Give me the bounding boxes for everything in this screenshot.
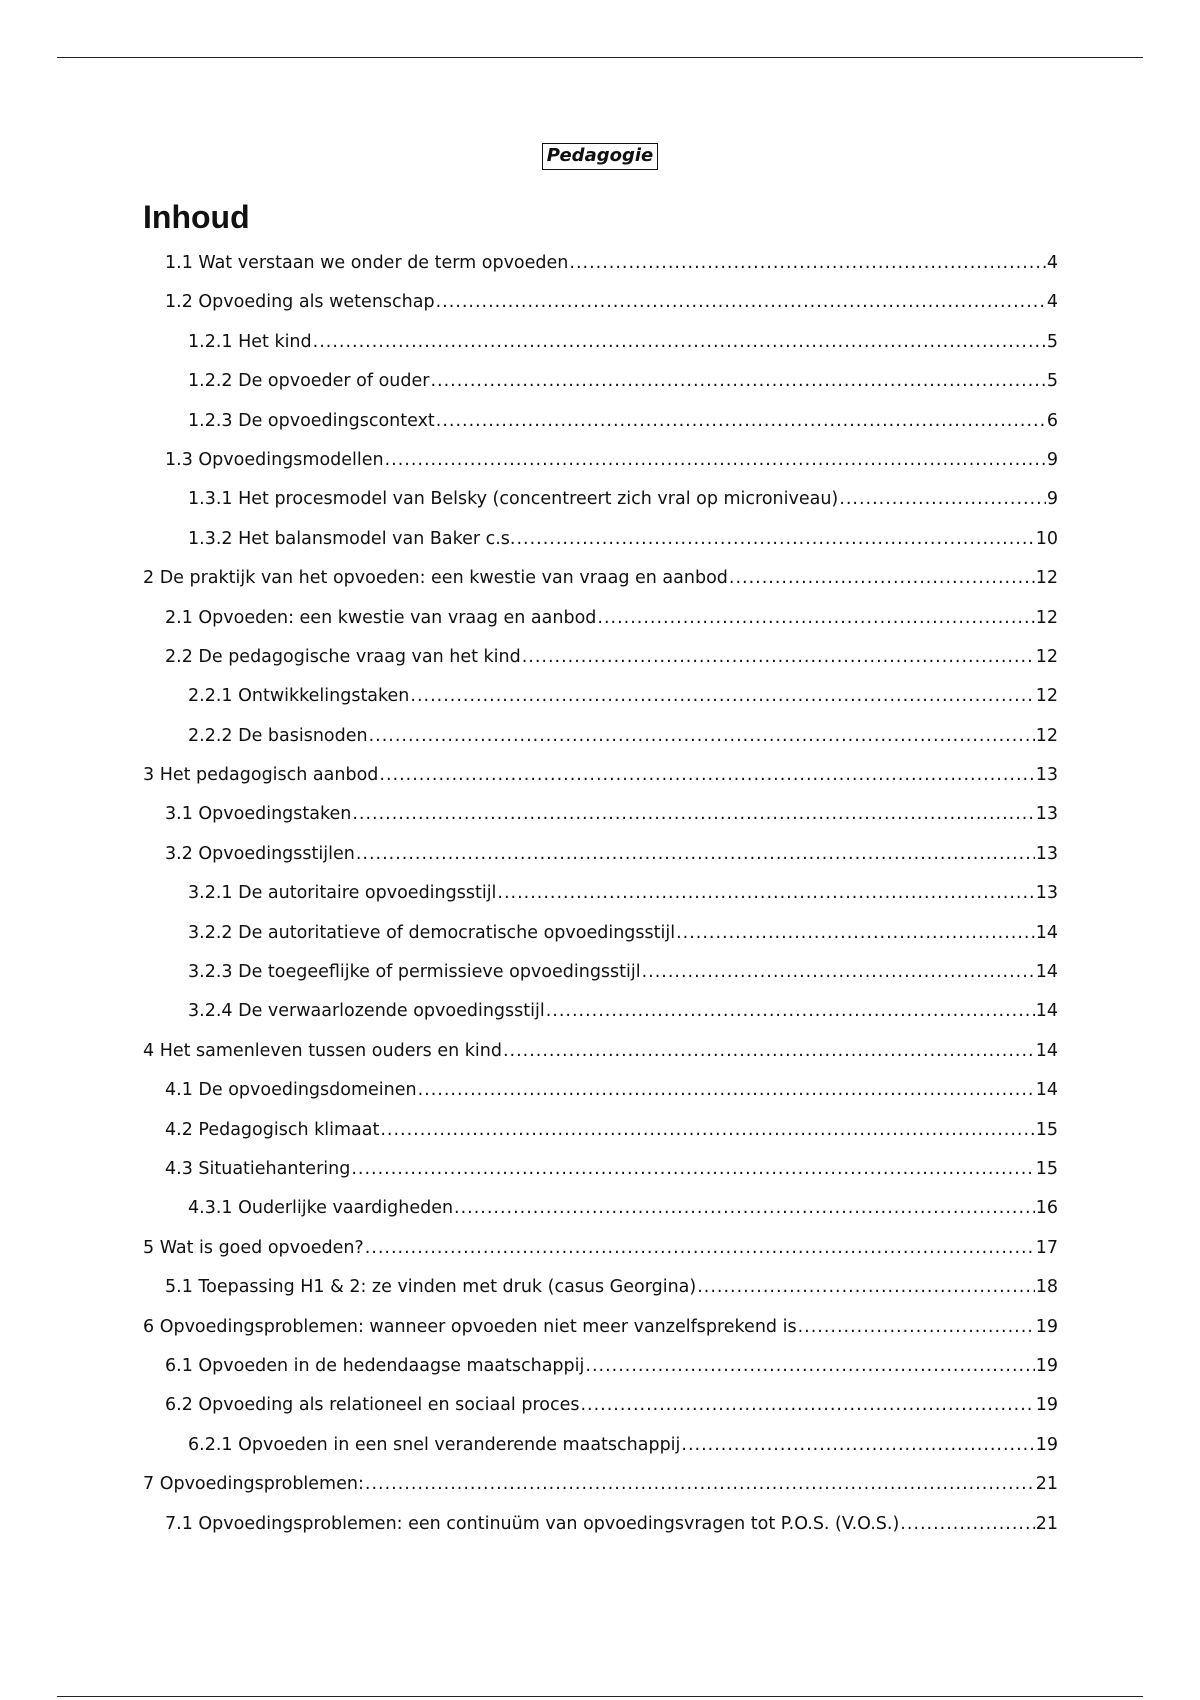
toc-entry-page-number: 13 [1035, 765, 1058, 786]
toc-entry[interactable] [143, 402, 1058, 441]
toc-entry[interactable] [143, 1032, 1058, 1071]
toc-dot-leader [676, 914, 1035, 953]
toc-entry-title: 3.2.2 De autoritatieve of democratische opvoedingsstijl [188, 922, 676, 943]
toc-dot-leader [410, 677, 1034, 716]
toc-entry-page-number: 12 [1035, 607, 1058, 628]
toc-dot-leader [569, 244, 1045, 283]
toc-heading: Inhoud [143, 199, 250, 235]
toc-entry-page-number: 17 [1035, 1237, 1058, 1258]
toc-dot-leader [585, 1347, 1034, 1386]
toc-entry[interactable] [143, 362, 1058, 401]
toc-dot-leader [580, 1386, 1034, 1425]
footer-rule [57, 1696, 1143, 1697]
toc-entry-title: 6.2.1 Opvoeden in een snel veranderende maatschappij [188, 1434, 681, 1455]
toc-entry-page-number: 4 [1046, 292, 1058, 313]
toc-entry-page-number: 6 [1046, 410, 1058, 431]
toc-entry-title: 2.1 Opvoeden: een kwestie van vraag en aanbod [165, 607, 597, 628]
toc-entry[interactable] [143, 756, 1058, 795]
document-title: Pedagogie [542, 143, 658, 170]
toc-entry[interactable] [143, 1189, 1058, 1228]
toc-dot-leader [436, 402, 1046, 441]
toc-entry-title: 1.1 Wat verstaan we onder de term opvoeden [165, 253, 569, 273]
toc-dot-leader [430, 362, 1045, 401]
toc-entry-page-number: 5 [1046, 331, 1058, 352]
toc-entry[interactable] [143, 914, 1058, 953]
toc-entry-title: 1.3.1 Het procesmodel van Belsky (concentreert zich vral op microniveau) [188, 489, 839, 510]
toc-entry-page-number: 15 [1035, 1119, 1058, 1140]
toc-entry-page-number: 14 [1035, 1080, 1058, 1101]
toc-entry-page-number: 14 [1035, 1040, 1058, 1061]
toc-entry-page-number: 21 [1035, 1474, 1058, 1495]
toc-entry-page-number: 13 [1035, 804, 1058, 825]
toc-dot-leader [839, 480, 1046, 519]
toc-entry-page-number: 14 [1035, 1001, 1058, 1022]
toc-entry-title: 1.2.3 De opvoedingscontext [188, 410, 435, 431]
toc-entry-page-number: 4 [1046, 253, 1058, 273]
toc-dot-leader [597, 599, 1034, 638]
toc-entry[interactable] [143, 283, 1058, 322]
toc-entry-page-number: 16 [1035, 1198, 1058, 1219]
header-rule [57, 57, 1143, 58]
toc-entry[interactable] [143, 1071, 1058, 1110]
toc-dot-leader [729, 559, 1035, 598]
toc-dot-leader [798, 1308, 1035, 1347]
toc-entry-page-number: 19 [1035, 1355, 1058, 1376]
toc-dot-leader [516, 520, 1034, 559]
toc-dot-leader [369, 717, 1035, 756]
toc-entry[interactable] [143, 717, 1058, 756]
toc-dot-leader [497, 874, 1034, 913]
toc-entry[interactable] [143, 1229, 1058, 1268]
toc-entry-page-number: 14 [1035, 922, 1058, 943]
toc-entry-title: 1.3.2 Het balansmodel van Baker c.s. [188, 528, 516, 549]
toc-entry-title: 3.2.1 De autoritaire opvoedingsstijl [188, 883, 497, 904]
toc-entry[interactable] [143, 559, 1058, 598]
toc-dot-leader [356, 835, 1035, 874]
toc-dot-leader [642, 953, 1035, 992]
toc-dot-leader [379, 756, 1034, 795]
toc-entry-title: 3.1 Opvoedingstaken [165, 804, 352, 825]
toc-entry-title: 4.3 Situatiehantering [165, 1158, 351, 1179]
toc-dot-leader [546, 992, 1035, 1031]
toc-entry[interactable] [143, 677, 1058, 716]
toc-entry-title: 3.2.4 De verwaarlozende opvoedingsstijl [188, 1001, 545, 1022]
toc-entry[interactable] [143, 1111, 1058, 1150]
toc-entry-title: 1.2.1 Het kind [188, 331, 312, 352]
toc-entry-title: 4.3.1 Ouderlijke vaardigheden [188, 1198, 454, 1219]
toc-entry-page-number: 12 [1035, 568, 1058, 589]
toc-entry-title: 3.2 Opvoedingsstijlen [165, 843, 355, 864]
toc-dot-leader [365, 1229, 1035, 1268]
toc-entry-page-number: 12 [1035, 646, 1058, 667]
toc-dot-leader [681, 1426, 1034, 1465]
toc-dot-leader [365, 1465, 1035, 1504]
toc-entry-title: 6.2 Opvoeding als relationeel en sociaal proces [165, 1395, 580, 1416]
toc-entry[interactable] [143, 520, 1058, 559]
toc-entry-title: 2.2 De pedagogische vraag van het kind [165, 646, 521, 667]
toc-entry-page-number: 19 [1035, 1434, 1058, 1455]
toc-entry[interactable] [143, 1426, 1058, 1465]
toc-dot-leader [352, 795, 1034, 834]
toc-entry-title: 6 Opvoedingsproblemen: wanneer opvoeden niet meer vanzelfsprekend is [143, 1316, 797, 1337]
toc-entry[interactable] [143, 323, 1058, 362]
toc-entry[interactable] [143, 638, 1058, 677]
toc-entry-title: 2 De praktijk van het opvoeden: een kwestie van vraag en aanbod [143, 568, 728, 589]
toc-dot-leader [385, 441, 1046, 480]
toc-entry-page-number: 10 [1035, 528, 1058, 549]
toc-dot-leader [313, 323, 1046, 362]
toc-entry[interactable] [143, 795, 1058, 834]
toc-entry-title: 6.1 Opvoeden in de hedendaagse maatschappij [165, 1355, 585, 1376]
toc-entry-title: 5 Wat is goed opvoeden? [143, 1237, 364, 1258]
toc-entry[interactable] [143, 953, 1058, 992]
toc-entry[interactable] [143, 244, 1058, 283]
toc-entry-page-number: 19 [1035, 1316, 1058, 1337]
toc-entry-page-number: 9 [1046, 489, 1058, 510]
toc-entry-title: 1.2.2 De opvoeder of ouder [188, 371, 430, 392]
toc-entry-page-number: 14 [1035, 962, 1058, 983]
document-title-container [0, 143, 1200, 170]
toc-entry-page-number: 9 [1046, 449, 1058, 470]
toc-entry[interactable] [143, 992, 1058, 1031]
toc-entry-title: 4.2 Pedagogisch klimaat [165, 1119, 380, 1140]
toc-entry-title: 4.1 De opvoedingsdomeinen [165, 1080, 417, 1101]
toc-entry-page-number: 12 [1035, 725, 1058, 746]
toc-dot-leader [900, 1505, 1034, 1544]
toc-entry[interactable] [143, 1308, 1058, 1347]
toc-entry-page-number: 13 [1035, 843, 1058, 864]
toc-dot-leader [503, 1032, 1035, 1071]
toc-entry-title: 3.2.3 De toegeeflijke of permissieve opvoedingsstijl [188, 962, 641, 983]
toc-entry-title: 2.2.2 De basisnoden [188, 725, 368, 746]
toc-entry-page-number: 15 [1035, 1158, 1058, 1179]
toc-entry[interactable] [143, 874, 1058, 913]
toc-dot-leader [436, 283, 1046, 322]
toc-dot-leader [697, 1268, 1035, 1307]
toc-entry-page-number: 18 [1035, 1277, 1058, 1298]
toc-entry[interactable] [143, 1386, 1058, 1425]
toc-entry-page-number: 13 [1035, 883, 1058, 904]
toc-entry[interactable] [143, 1347, 1058, 1386]
toc-entry[interactable] [143, 1268, 1058, 1307]
toc-entry[interactable] [143, 1465, 1058, 1504]
toc-entry-page-number: 21 [1035, 1513, 1058, 1534]
toc-entry[interactable] [143, 835, 1058, 874]
toc-entry-title: 2.2.1 Ontwikkelingstaken [188, 686, 410, 707]
toc-entry-page-number: 5 [1046, 371, 1058, 392]
toc-entry[interactable] [143, 441, 1058, 480]
toc-entry-title: 1.3 Opvoedingsmodellen [165, 449, 384, 470]
toc-entry-title: 7 Opvoedingsproblemen: [143, 1474, 364, 1495]
toc-entry[interactable] [143, 1150, 1058, 1189]
toc-dot-leader [351, 1150, 1034, 1189]
toc-dot-leader [380, 1111, 1034, 1150]
toc-entry[interactable] [143, 480, 1058, 519]
toc-entry-title: 7.1 Opvoedingsproblemen: een continuüm van opvoedingsvragen tot P.O.S. (V.O.S.) [165, 1513, 900, 1534]
toc-entry-page-number: 19 [1035, 1395, 1058, 1416]
table-of-contents [143, 244, 1058, 1544]
toc-dot-leader [418, 1071, 1035, 1110]
toc-dot-leader [454, 1189, 1035, 1228]
toc-entry-title: 5.1 Toepassing H1 & 2: ze vinden met druk (casus Georgina) [165, 1277, 697, 1298]
toc-entry-page-number: 12 [1035, 686, 1058, 707]
toc-entry[interactable] [143, 599, 1058, 638]
toc-entry[interactable] [143, 1505, 1058, 1544]
toc-entry-title: 1.2 Opvoeding als wetenschap [165, 292, 435, 313]
toc-entry-title: 4 Het samenleven tussen ouders en kind [143, 1040, 502, 1061]
toc-dot-leader [522, 638, 1035, 677]
toc-entry-title: 3 Het pedagogisch aanbod [143, 765, 379, 786]
